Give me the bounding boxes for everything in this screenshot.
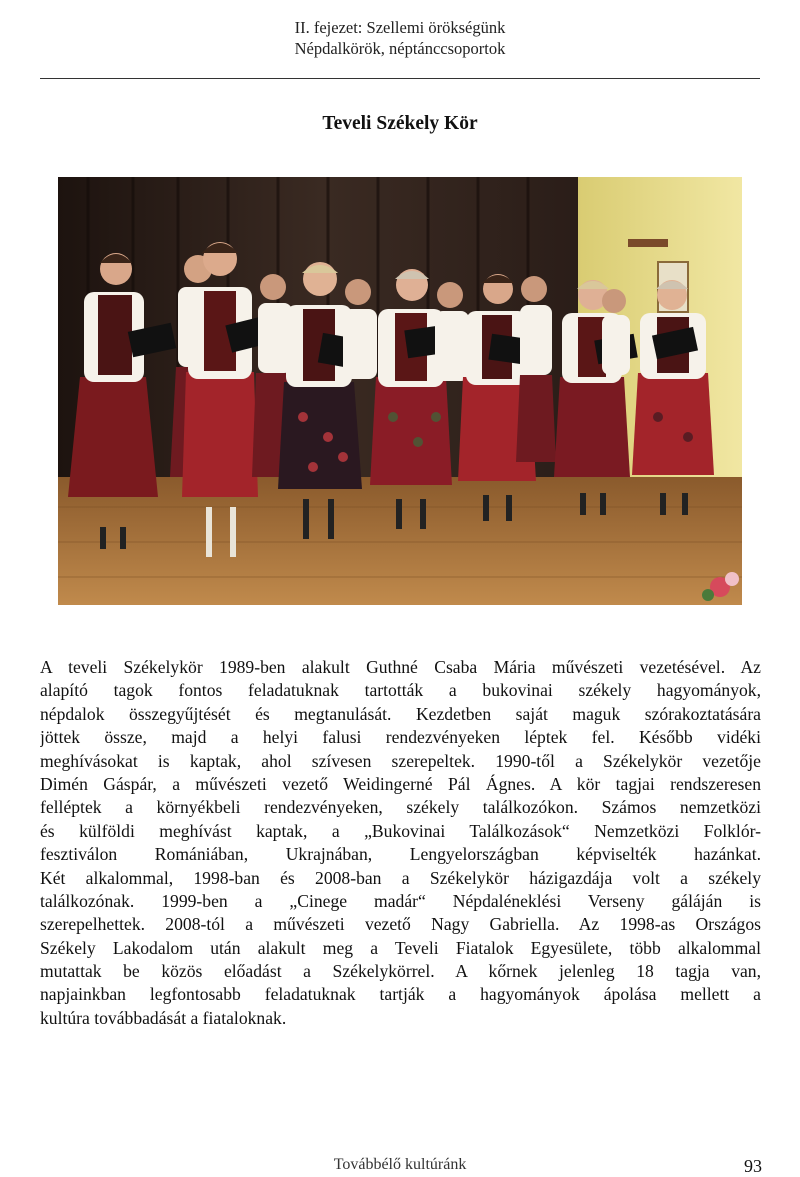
body-line: találkozónak. 1999-ben a „Cinege madár“ Népdaléneklési Verseny gáláján is bbox=[40, 890, 761, 911]
body-line: meghívásokat is kaptak, ahol szívesen szerepeltek. 1990-től a Székelykör vezetője bbox=[40, 750, 761, 771]
body-line: és külföldi meghívást kaptak, a „Bukovinai Találkozások“ Nemzetközi Folklór- bbox=[40, 820, 761, 841]
body-line: mutattak be közös előadást a Székelykörrel. A kőrnek jelenleg 18 tagja van, bbox=[40, 961, 761, 982]
body-line: felléptek a környékbeli rendezvényeken, székely találkozókon. Számos nemzetközi bbox=[40, 797, 761, 818]
body-line: A teveli Székelykör 1989-ben alakult Guthné Csaba Mária művészeti vezetésével. Az bbox=[40, 657, 761, 677]
body-line: Dimén Gáspár, a művészeti vezető Weidingerné Pál Ágnes. A kör tagjai rendszeresen bbox=[40, 773, 761, 794]
choir-photo bbox=[58, 177, 742, 605]
body-line: kultúra továbbadását a fiataloknak. bbox=[40, 1007, 287, 1028]
section-subtitle: Népdalkörök, néptánccsoportok bbox=[294, 39, 506, 58]
body-line: napjainkban legfontosabb feladatuknak tartják a hagyományok ápolása mellett a bbox=[40, 984, 761, 1005]
body-line: Székely Lakodalom után alakult meg a Teveli Fiatalok Egyesülete, több alkalommal bbox=[40, 937, 761, 958]
body-line: jöttek össze, majd a helyi falusi rendezvényeken léptek fel. Később vidéki bbox=[40, 727, 761, 748]
footer-title: Továbbélő kultúránk bbox=[333, 1156, 467, 1173]
body-line: népdalok összegyűjtését és megtanulását. Kezdetben saját maguk szórakoztatására bbox=[40, 703, 761, 724]
body-line: Két alkalommal, 1998-ban és 2008-ban a Székelykör házigazdája volt a székely bbox=[40, 867, 761, 888]
body-line: szerepelhettek. 2008-tól a művészeti vezető Nagy Gabriella. Az 1998-as Országos bbox=[40, 914, 761, 935]
page-number: 93 bbox=[744, 1156, 762, 1176]
header-rule bbox=[40, 78, 760, 79]
body-line: alapító tagok fontos feladatuknak tartották a bukovinai székely hagyományok, bbox=[40, 680, 761, 701]
running-head bbox=[0, 17, 800, 59]
body-text bbox=[40, 656, 761, 1030]
article-title: Teveli Székely Kör bbox=[322, 113, 478, 134]
chapter-title: II. fejezet: Szellemi örökségünk bbox=[294, 18, 506, 37]
body-line: fesztiválon Romániában, Ukrajnában, Lengyelországban képviselték hazánkat. bbox=[40, 844, 761, 865]
